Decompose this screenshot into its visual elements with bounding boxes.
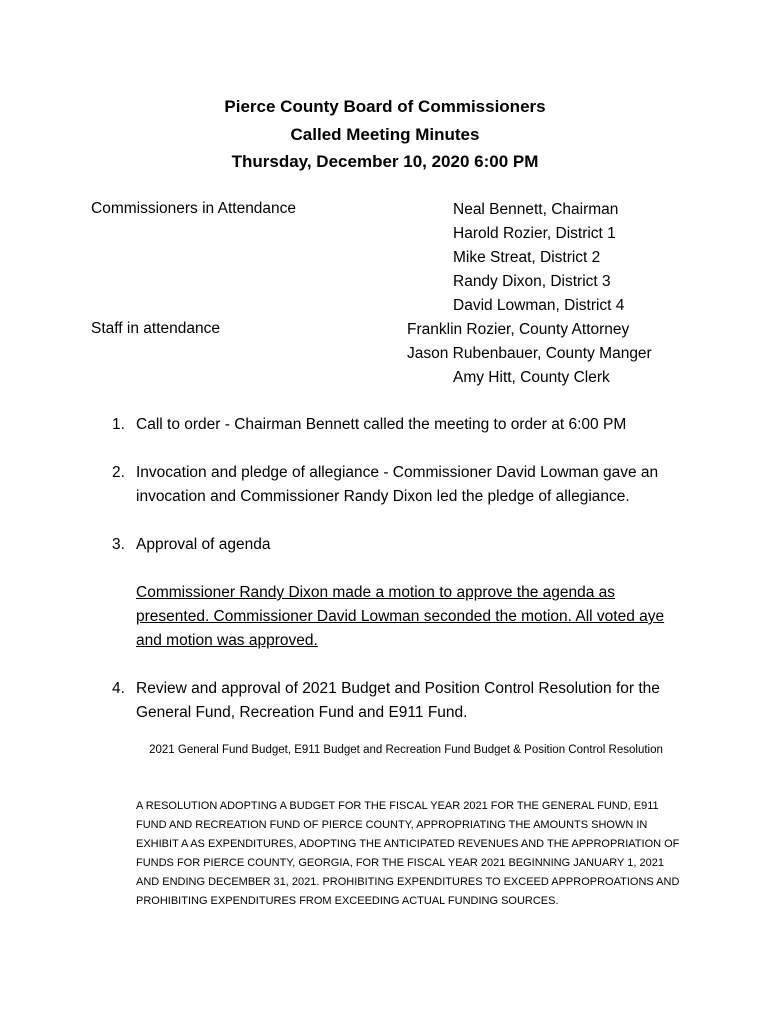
motion-agenda-approval: Commissioner Randy Dixon made a motion to approve the agenda as presented. Commissioner David Lowman seconded the motion. All voted aye and motion was approved. (136, 584, 665, 649)
title-line-organization: Pierce County Board of Commissioners (224, 97, 546, 116)
commissioner-name: Randy Dixon, District 3 (453, 273, 611, 290)
commissioner-name: Neal Bennett, Chairman (453, 201, 619, 218)
resolution-title: 2021 General Fund Budget, E911 Budget and Recreation Fund Budget & Position Control Resolution (149, 744, 663, 756)
agenda-item (112, 677, 682, 725)
commissioner-name: Harold Rozier, District 1 (453, 225, 616, 242)
agenda-item-text: Approval of agenda (136, 536, 271, 553)
commissioners-list (453, 198, 624, 318)
staff-name: Franklin Rozier, County Attorney (407, 321, 630, 338)
staff-list (407, 318, 652, 390)
staff-name: Jason Rubenbauer, County Manger (407, 345, 652, 362)
staff-name: Amy Hitt, County Clerk (453, 369, 610, 386)
commissioner-name: David Lowman, District 4 (453, 297, 625, 314)
agenda-item-text: Review and approval of 2021 Budget and Position Control Resolution for the General Fund, Recreation Fund and E911 Fund. (136, 680, 660, 721)
agenda-item-text: Invocation and pledge of allegiance - Commissioner David Lowman gave an invocation and Commissioner Randy Dixon led the pledge of allegiance. (136, 464, 659, 505)
staff-label: Staff in attendance (91, 320, 220, 337)
agenda-item-number: 3. (112, 536, 125, 553)
agenda-item (112, 461, 682, 509)
agenda-item (112, 413, 682, 437)
agenda-item-number: 1. (112, 416, 125, 433)
commissioner-name: Mike Streat, District 2 (453, 249, 601, 266)
agenda-item-text: Call to order - Chairman Bennett called the meeting to order at 6:00 PM (136, 416, 627, 433)
agenda-item (112, 533, 682, 557)
title-line-date: Thursday, December 10, 2020 6:00 PM (231, 152, 539, 171)
agenda-item-number: 2. (112, 464, 125, 481)
document-title (0, 93, 770, 176)
agenda-item-number: 4. (112, 680, 125, 697)
title-line-meeting-type: Called Meeting Minutes (290, 124, 480, 144)
commissioners-label: Commissioners in Attendance (91, 200, 297, 217)
resolution-body: A RESOLUTION ADOPTING A BUDGET FOR THE FISCAL YEAR 2021 FOR THE GENERAL FUND, E911 FUND AND RECREATION FUND OF PIERCE COUNTY, APPROPRIATING THE AMOUNTS SHOWN IN EXHIBIT A AS EXPENDITURES, ADOPTING THE ANTICIPATED REVENUES AND THE APPROPRIATION OF FUNDS FOR PIERCE COUNTY, GEORGIA, FOR THE FISCAL YEAR 2021 BEGINNING JANUARY 1, 2021 AND ENDING DECEMBER 31, 2021. PROHIBITING EXPENDITURES TO EXCEED APPROPROATIONS AND PROHIBITING EXPENDITURES FROM EXCEEDING ACTUAL FUNDING SOURCES. (136, 800, 680, 907)
